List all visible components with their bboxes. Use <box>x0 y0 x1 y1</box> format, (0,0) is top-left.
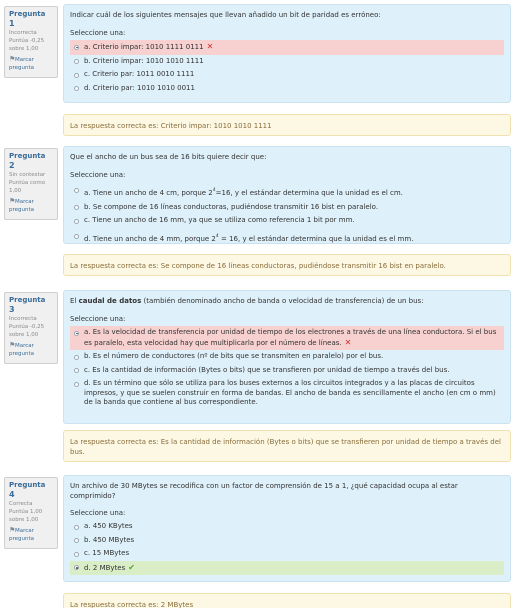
question-text: El caudal de datos (también denominado ancho de banda o velocidad de transferencia) de un bus: <box>70 297 424 305</box>
question-number: Pregunta 4 <box>9 481 46 499</box>
radio[interactable] <box>74 73 79 78</box>
correct-check-icon: ✔ <box>128 562 135 572</box>
radio[interactable] <box>74 205 79 210</box>
answer-prompt: Seleccione una: <box>70 509 126 517</box>
question-state: Sin contestar <box>9 172 46 178</box>
answer-option-d[interactable]: d. Es un término que sólo se utiliza para los buses externos a los circuitos integrados y a las placas de circuitos impresos, y que se suelen construir en forma de bandas. El ancho de banda es sencillamente el ancho (en cm o mm) de la banda que contiene al bus correspondiente. <box>70 377 504 410</box>
answer-option-b[interactable]: b. 450 MBytes <box>70 534 504 548</box>
correct-answer-feedback: La respuesta correcta es: Se compone de 16 líneas conductoras, pudiéndose transmitir 16 bist en paralelo. <box>63 254 511 276</box>
question-content <box>63 146 511 244</box>
question-state: Incorrecta <box>9 316 37 322</box>
flag-question-link[interactable]: ⚑Marcar pregunta <box>9 55 35 71</box>
flag-question-link[interactable]: ⚑Marcar pregunta <box>9 197 35 213</box>
question-number: Pregunta 2 <box>9 152 46 170</box>
flag-icon: ⚑ <box>9 526 16 534</box>
answer-option-c[interactable]: c. 15 MBytes <box>70 547 504 561</box>
question-content <box>63 290 511 424</box>
answer-option-c[interactable]: c. Tiene un ancho de 16 mm, ya que se utiliza como referencia 1 bit por mm. <box>70 214 504 228</box>
radio[interactable] <box>74 219 79 224</box>
answer-option-b[interactable]: b. Criterio impar: 1010 1010 1111 <box>70 55 504 69</box>
radio[interactable] <box>74 552 79 557</box>
correct-answer-feedback: La respuesta correcta es: Criterio impar: 1010 1010 1111 <box>63 114 511 136</box>
answer-option-b[interactable]: b. Se compone de 16 líneas conductoras, pudiéndose transmitir 16 bist en paralelo. <box>70 201 504 215</box>
question-info <box>4 6 58 78</box>
question-text: Indicar cuál de los siguientes mensajes que llevan añadido un bit de paridad es erróneo: <box>70 11 381 19</box>
radio-selected[interactable] <box>74 45 79 50</box>
question-content <box>63 475 511 582</box>
answer-prompt: Seleccione una: <box>70 29 126 37</box>
flag-question-link[interactable]: ⚑Marcar pregunta <box>9 341 35 357</box>
radio[interactable] <box>74 368 79 373</box>
answer-option-a[interactable]: a. Es la velocidad de transferencia por unidad de tiempo de los electrones a través de una línea conductora. Si el bus es paralelo, esta velocidad hay que multiplicarla por el número de líneas. ✕ <box>70 326 504 350</box>
correct-answer-feedback: La respuesta correcta es: 2 MBytes <box>63 593 511 608</box>
question-grade: Puntúa -0,25 sobre 1,00 <box>9 324 45 338</box>
question-text: Que el ancho de un bus sea de 16 bits quiere decir que: <box>70 153 267 161</box>
question-text: Un archivo de 30 MBytes se recodifica con un factor de comprensión de 15 a 1, ¿qué capacidad ocupa al estar comprimido? <box>70 482 458 500</box>
question-number: Pregunta 3 <box>9 296 46 314</box>
answer-option-d[interactable]: d. Criterio par: 1010 1010 0011 <box>70 82 504 96</box>
answer-option-a[interactable]: a. 450 KBytes <box>70 520 504 534</box>
question-state: Correcta <box>9 501 33 507</box>
flag-question-link[interactable]: ⚑Marcar pregunta <box>9 526 35 542</box>
answer-option-b[interactable]: b. Es el número de conductores (nº de bits que se transmiten en paralelo) por el bus. <box>70 350 504 364</box>
incorrect-x-icon: ✕ <box>206 42 214 51</box>
answer-option-c[interactable]: c. Criterio par: 1011 0010 1111 <box>70 68 504 82</box>
answer-prompt: Seleccione una: <box>70 171 126 179</box>
correct-answer-feedback: La respuesta correcta es: Es la cantidad de información (Bytes o bits) que se transfieren por unidad de tiempo a través del bus. <box>63 430 511 462</box>
answer-list <box>70 182 504 246</box>
question-grade: Puntúa como 1,00 <box>9 180 46 194</box>
question-grade: Puntúa 1,00 sobre 1,00 <box>9 509 43 523</box>
flag-icon: ⚑ <box>9 341 16 349</box>
radio[interactable] <box>74 355 79 360</box>
question-info <box>4 292 58 364</box>
radio[interactable] <box>74 538 79 543</box>
radio[interactable] <box>74 188 79 193</box>
radio[interactable] <box>74 86 79 91</box>
answer-option-d[interactable]: d. 2 MBytes ✔ <box>70 561 504 576</box>
radio[interactable] <box>74 525 79 530</box>
flag-icon: ⚑ <box>9 197 16 205</box>
answer-option-c[interactable]: c. Es la cantidad de información (Bytes o bits) que se transfieren por unidad de tiempo a través del bus. <box>70 364 504 378</box>
question-info <box>4 477 58 549</box>
incorrect-x-icon: ✕ <box>344 337 352 347</box>
answer-option-a[interactable]: a. Criterio impar: 1010 1111 0111 ✕ <box>70 40 504 55</box>
answer-list <box>70 520 504 575</box>
radio[interactable] <box>74 59 79 64</box>
radio[interactable] <box>74 382 79 387</box>
question-grade: Puntúa -0,25 sobre 1,00 <box>9 38 45 52</box>
answer-list <box>70 326 504 410</box>
answer-option-d[interactable]: d. Tiene un ancho de 4 mm, porque $2^4 = 16$, y el estándar determina que la unidad es el mm. <box>70 228 504 247</box>
answer-list <box>70 40 504 95</box>
question-info <box>4 148 58 220</box>
answer-prompt: Seleccione una: <box>70 315 126 323</box>
radio[interactable] <box>74 234 79 239</box>
radio-selected[interactable] <box>74 565 79 570</box>
question-number: Pregunta 1 <box>9 10 46 28</box>
question-state: Incorrecta <box>9 30 37 36</box>
question-content <box>63 4 511 103</box>
radio-selected[interactable] <box>74 331 79 336</box>
flag-icon: ⚑ <box>9 55 16 63</box>
answer-option-a[interactable]: a. Tiene un ancho de 4 cm, porque $2^4=16$, y el estándar determina que la unidad es el cm. <box>70 182 504 201</box>
